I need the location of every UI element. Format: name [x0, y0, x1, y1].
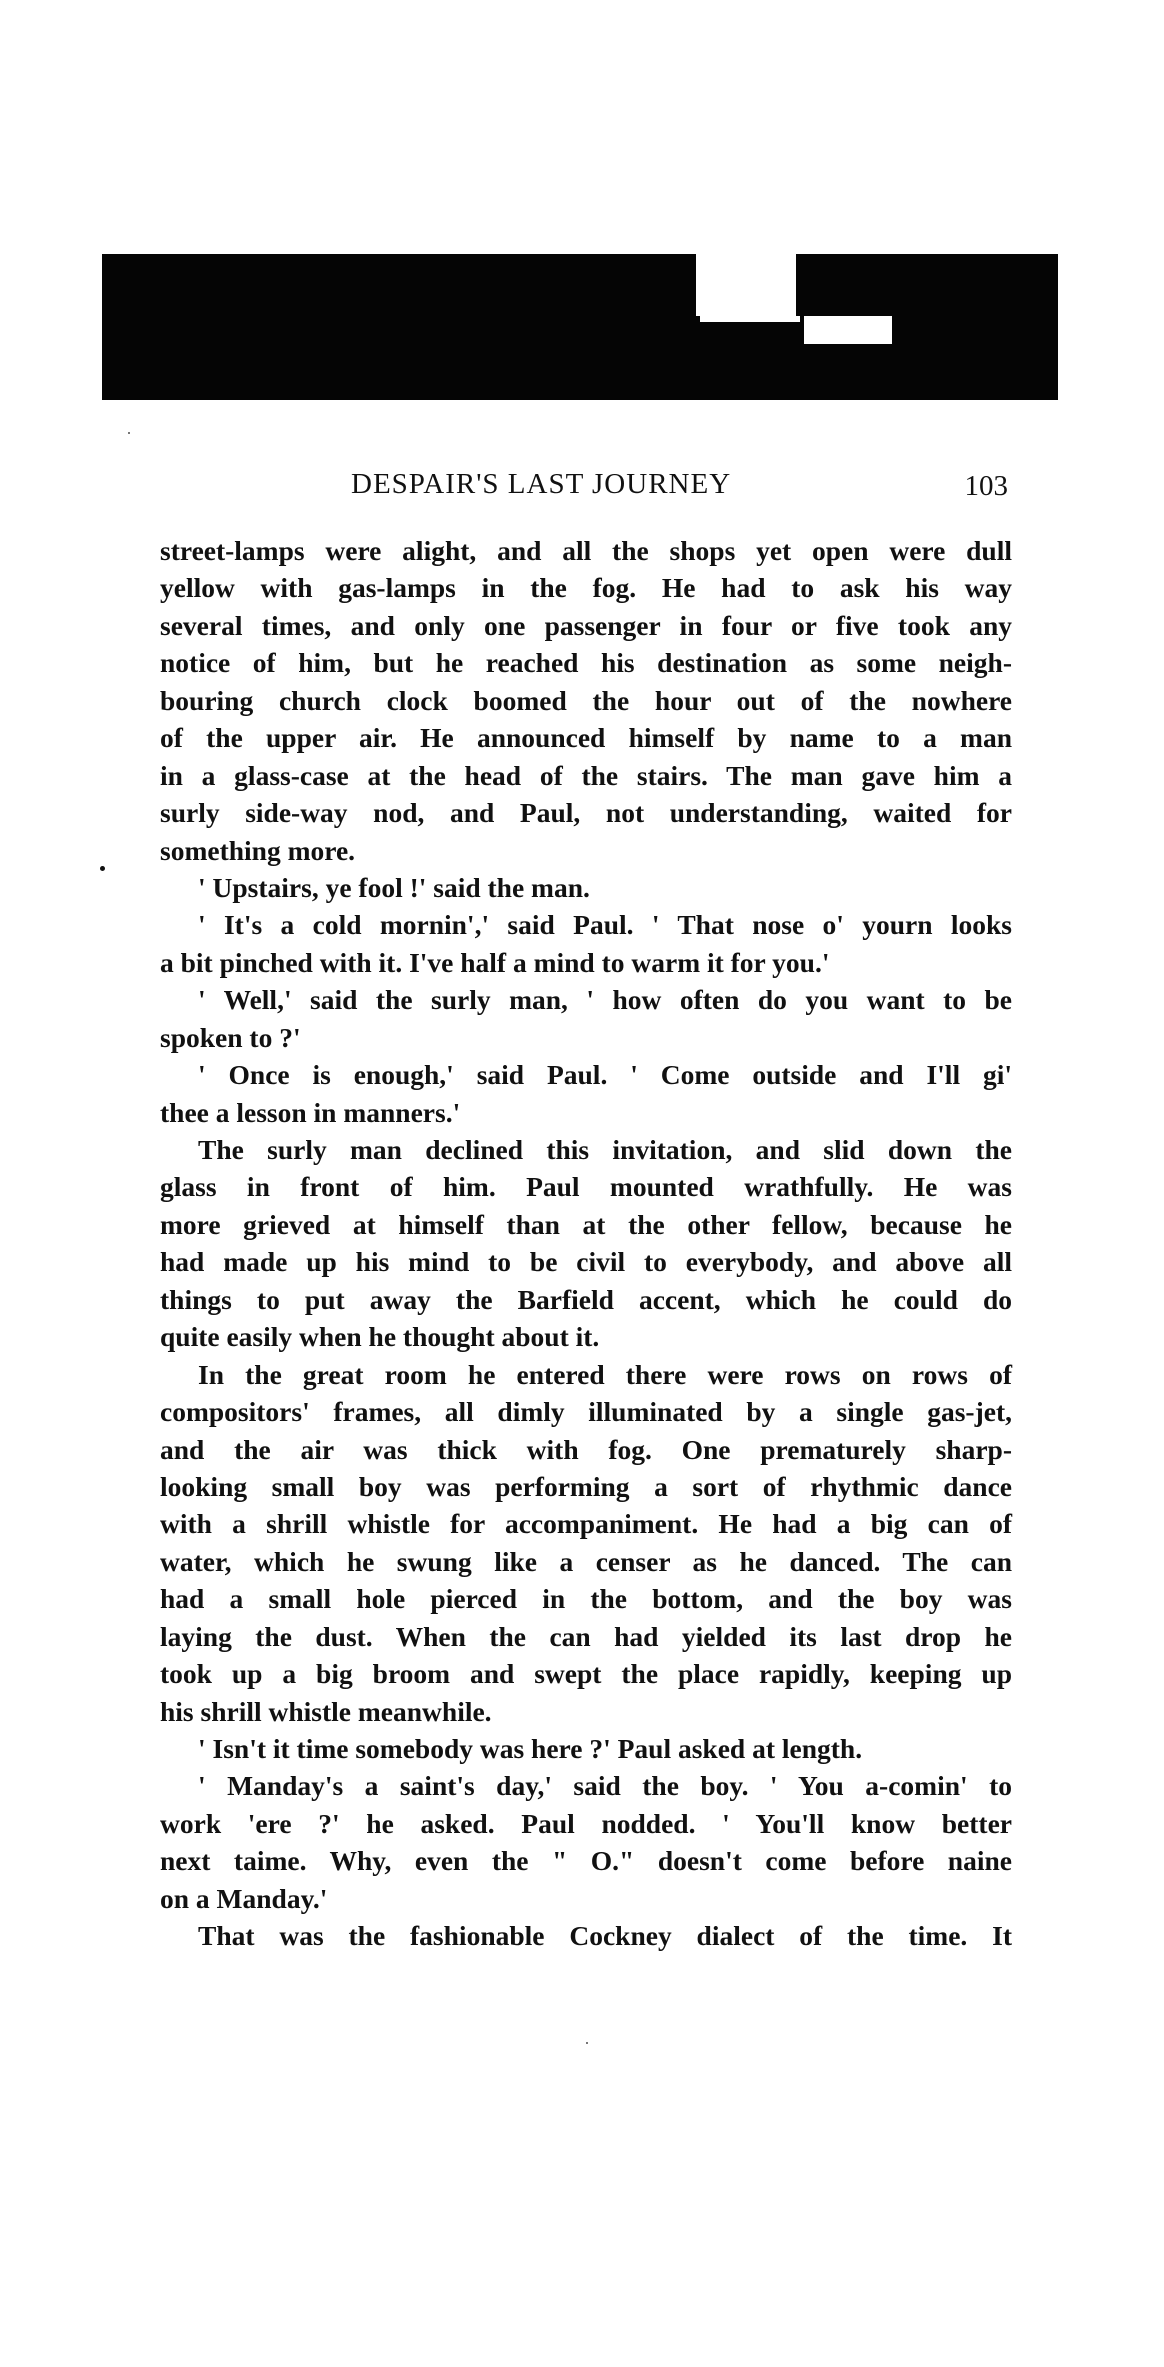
text-line: more grieved at himself than at the other fellow, because he — [160, 1208, 1012, 1240]
text-line: of the upper air. He announced himself by name to a man — [160, 722, 1012, 754]
text-line: his shrill whistle meanwhile. — [160, 1695, 492, 1727]
text-line: several times, and only one passenger in four or five took any — [160, 609, 1012, 641]
text-line: glass in front of him. Paul mounted wrathfully. He was — [160, 1171, 1012, 1203]
text-line: ' Manday's a saint's day,' said the boy. ' You a-comin' to — [198, 1770, 1012, 1802]
text-line: had a small hole pierced in the bottom, and the boy was — [160, 1583, 1012, 1615]
text-line: street-lamps were alight, and all the shops yet open were dull — [160, 535, 1012, 566]
text-line: ' It's a cold mornin',' said Paul. ' That nose o' yourn looks — [198, 909, 1012, 941]
text-line: surly side-way nod, and Paul, not understanding, waited for — [160, 797, 1012, 829]
text-line: thee a lesson in manners.' — [160, 1096, 461, 1128]
body-text — [160, 532, 1012, 1955]
text-line: The surly man declined this invitation, and slid down the — [198, 1134, 1012, 1165]
margin-dot — [100, 866, 105, 871]
text-line: had made up his mind to be civil to everybody, and above all — [160, 1246, 1012, 1278]
running-title: DESPAIR'S LAST JOURNEY — [351, 468, 732, 500]
text-line: and the air was thick with fog. One prematurely sharp- — [160, 1433, 1012, 1465]
text-line: quite easily when he thought about it. — [160, 1321, 600, 1353]
text-line: ' Isn't it time somebody was here ?' Paul asked at length. — [198, 1733, 863, 1764]
band-stripe-light — [700, 316, 800, 322]
text-line: bouring church clock boomed the hour out of the nowhere — [160, 684, 1012, 716]
text-line: a bit pinched with it. I've half a mind to warm it for you.' — [160, 946, 830, 978]
text-line: compositors' frames, all dimly illuminated by a single gas-jet, — [160, 1396, 1012, 1428]
text-line: next taime. Why, even the " O." doesn't come before naine — [160, 1845, 1012, 1877]
text-line: work 'ere ?' he asked. Paul nodded. ' You'll know better — [160, 1807, 1012, 1839]
text-line: took up a big broom and swept the place rapidly, keeping up — [160, 1658, 1012, 1690]
text-line: something more. — [160, 834, 356, 866]
page-speck — [586, 2042, 588, 2044]
text-line: ' Once is enough,' said Paul. ' Come outside and I'll gi' — [198, 1059, 1012, 1091]
text-line: ' Well,' said the surly man, ' how often do you want to be — [198, 984, 1012, 1016]
text-line: on a Manday.' — [160, 1882, 328, 1914]
text-line: with a shrill whistle for accompaniment. He had a big can of — [160, 1508, 1012, 1540]
band-tab-light — [804, 316, 892, 344]
text-line: things to put away the Barfield accent, which he could do — [160, 1283, 1012, 1315]
text-line: ' Upstairs, ye fool !' said the man. — [198, 871, 590, 903]
redaction-band — [102, 254, 1058, 400]
text-line: looking small boy was performing a sort of rhythmic dance — [160, 1470, 1012, 1502]
text-line: in a glass-case at the head of the stairs. The man gave him a — [160, 759, 1012, 791]
text-line: water, which he swung like a censer as he danced. The can — [160, 1545, 1012, 1577]
text-line: In the great room he entered there were rows on rows of — [198, 1358, 1012, 1390]
text-line: notice of him, but he reached his destination as some neigh- — [160, 647, 1012, 679]
band-gap-light — [696, 254, 796, 316]
text-line: yellow with gas-lamps in the fog. He had to ask his way — [160, 572, 1012, 604]
text-line: spoken to ?' — [160, 1021, 301, 1053]
page-number: 103 — [964, 470, 1008, 502]
text-line: That was the fashionable Cockney dialect of the time. It — [198, 1920, 1012, 1952]
page-speck — [128, 432, 130, 434]
running-head — [160, 468, 1012, 508]
text-line: laying the dust. When the can had yielded its last drop he — [160, 1620, 1012, 1652]
